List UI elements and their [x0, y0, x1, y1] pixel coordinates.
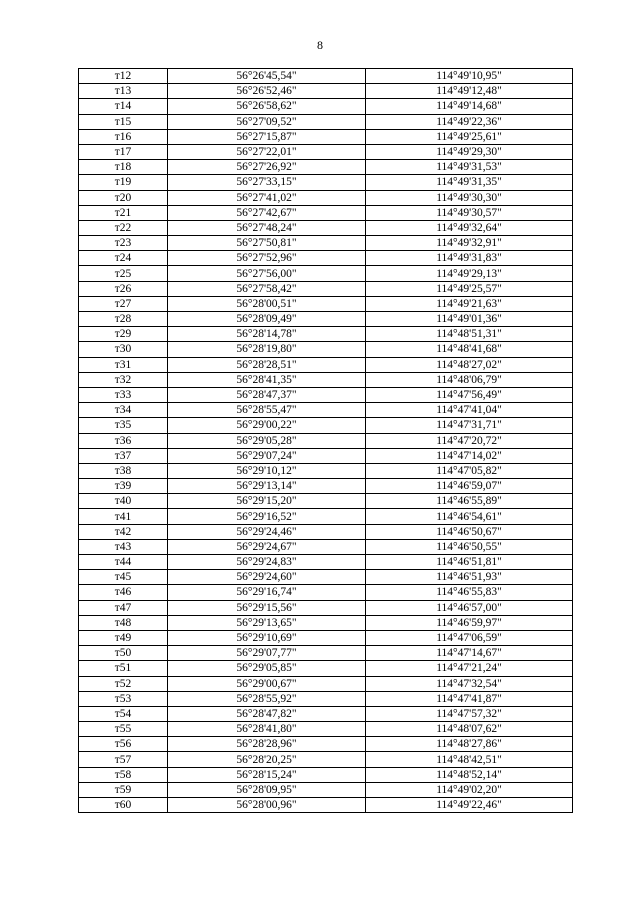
latitude-cell: 56°29'10,69" [168, 630, 366, 645]
latitude-cell: 56°28'00,96" [168, 798, 366, 813]
table-row [79, 403, 573, 418]
point-cell: т28 [79, 312, 168, 327]
latitude-cell: 56°29'24,83" [168, 555, 366, 570]
table-row [79, 722, 573, 737]
point-cell: т53 [79, 691, 168, 706]
longitude-cell: 114°47'06,59" [366, 630, 573, 645]
point-cell: т45 [79, 570, 168, 585]
point-cell: т18 [79, 160, 168, 175]
table-row [79, 691, 573, 706]
table-row [79, 585, 573, 600]
longitude-cell: 114°49'25,61" [366, 129, 573, 144]
longitude-cell: 114°49'32,64" [366, 220, 573, 235]
table-row [79, 327, 573, 342]
latitude-cell: 56°28'00,51" [168, 296, 366, 311]
table-row [79, 144, 573, 159]
table-row [79, 767, 573, 782]
point-cell: т29 [79, 327, 168, 342]
point-cell: т43 [79, 539, 168, 554]
point-cell: т16 [79, 129, 168, 144]
longitude-cell: 114°48'51,31" [366, 327, 573, 342]
point-cell: т27 [79, 296, 168, 311]
point-cell: т50 [79, 646, 168, 661]
latitude-cell: 56°26'52,46" [168, 84, 366, 99]
longitude-cell: 114°46'59,97" [366, 615, 573, 630]
point-cell: т42 [79, 524, 168, 539]
latitude-cell: 56°27'52,96" [168, 251, 366, 266]
longitude-cell: 114°49'02,20" [366, 782, 573, 797]
latitude-cell: 56°29'07,77" [168, 646, 366, 661]
table-row [79, 266, 573, 281]
longitude-cell: 114°49'30,30" [366, 190, 573, 205]
point-cell: т12 [79, 69, 168, 84]
page-number: 8 [317, 38, 323, 52]
longitude-cell: 114°48'07,62" [366, 722, 573, 737]
table-row [79, 372, 573, 387]
longitude-cell: 114°47'20,72" [366, 433, 573, 448]
point-cell: т31 [79, 357, 168, 372]
longitude-cell: 114°49'25,57" [366, 281, 573, 296]
latitude-cell: 56°29'05,28" [168, 433, 366, 448]
latitude-cell: 56°27'22,01" [168, 144, 366, 159]
longitude-cell: 114°47'41,87" [366, 691, 573, 706]
point-cell: т56 [79, 737, 168, 752]
point-cell: т44 [79, 555, 168, 570]
point-cell: т46 [79, 585, 168, 600]
table-row [79, 646, 573, 661]
latitude-cell: 56°26'45,54" [168, 69, 366, 84]
longitude-cell: 114°46'54,61" [366, 509, 573, 524]
table-row [79, 539, 573, 554]
coordinates-table [78, 68, 573, 813]
point-cell: т54 [79, 706, 168, 721]
latitude-cell: 56°28'55,47" [168, 403, 366, 418]
latitude-cell: 56°27'09,52" [168, 114, 366, 129]
point-cell: т24 [79, 251, 168, 266]
longitude-cell: 114°47'05,82" [366, 463, 573, 478]
point-cell: т55 [79, 722, 168, 737]
latitude-cell: 56°29'10,12" [168, 463, 366, 478]
longitude-cell: 114°46'51,81" [366, 555, 573, 570]
point-cell: т60 [79, 798, 168, 813]
point-cell: т20 [79, 190, 168, 205]
longitude-cell: 114°49'30,57" [366, 205, 573, 220]
table-row [79, 661, 573, 676]
latitude-cell: 56°28'09,49" [168, 312, 366, 327]
table-row [79, 479, 573, 494]
point-cell: т47 [79, 600, 168, 615]
latitude-cell: 56°29'00,22" [168, 418, 366, 433]
table-row [79, 418, 573, 433]
latitude-cell: 56°27'56,00" [168, 266, 366, 281]
table-row [79, 114, 573, 129]
longitude-cell: 114°46'50,67" [366, 524, 573, 539]
longitude-cell: 114°49'12,48" [366, 84, 573, 99]
longitude-cell: 114°46'55,83" [366, 585, 573, 600]
longitude-cell: 114°47'31,71" [366, 418, 573, 433]
table-row [79, 99, 573, 114]
point-cell: т21 [79, 205, 168, 220]
point-cell: т34 [79, 403, 168, 418]
latitude-cell: 56°29'13,65" [168, 615, 366, 630]
table-row [79, 296, 573, 311]
latitude-cell: 56°28'47,37" [168, 387, 366, 402]
longitude-cell: 114°47'41,04" [366, 403, 573, 418]
longitude-cell: 114°49'32,91" [366, 236, 573, 251]
table-row [79, 190, 573, 205]
latitude-cell: 56°27'33,15" [168, 175, 366, 190]
latitude-cell: 56°28'28,51" [168, 357, 366, 372]
latitude-cell: 56°27'48,24" [168, 220, 366, 235]
longitude-cell: 114°48'27,86" [366, 737, 573, 752]
table-row [79, 251, 573, 266]
table-row [79, 84, 573, 99]
point-cell: т52 [79, 676, 168, 691]
point-cell: т48 [79, 615, 168, 630]
point-cell: т17 [79, 144, 168, 159]
longitude-cell: 114°47'56,49" [366, 387, 573, 402]
latitude-cell: 56°27'41,02" [168, 190, 366, 205]
table-row [79, 129, 573, 144]
coordinates-table-body [79, 69, 573, 813]
point-cell: т33 [79, 387, 168, 402]
point-cell: т35 [79, 418, 168, 433]
longitude-cell: 114°49'29,30" [366, 144, 573, 159]
point-cell: т49 [79, 630, 168, 645]
point-cell: т22 [79, 220, 168, 235]
point-cell: т32 [79, 372, 168, 387]
longitude-cell: 114°49'31,35" [366, 175, 573, 190]
longitude-cell: 114°46'55,89" [366, 494, 573, 509]
longitude-cell: 114°48'52,14" [366, 767, 573, 782]
latitude-cell: 56°29'15,56" [168, 600, 366, 615]
longitude-cell: 114°47'21,24" [366, 661, 573, 676]
table-row [79, 357, 573, 372]
latitude-cell: 56°29'07,24" [168, 448, 366, 463]
table-row [79, 509, 573, 524]
latitude-cell: 56°29'24,46" [168, 524, 366, 539]
table-row [79, 160, 573, 175]
point-cell: т30 [79, 342, 168, 357]
point-cell: т39 [79, 479, 168, 494]
table-row [79, 630, 573, 645]
longitude-cell: 114°48'41,68" [366, 342, 573, 357]
latitude-cell: 56°28'41,35" [168, 372, 366, 387]
longitude-cell: 114°47'14,67" [366, 646, 573, 661]
table-row [79, 676, 573, 691]
table-row [79, 737, 573, 752]
latitude-cell: 56°29'16,74" [168, 585, 366, 600]
table-row [79, 600, 573, 615]
latitude-cell: 56°26'58,62" [168, 99, 366, 114]
table-row [79, 570, 573, 585]
point-cell: т57 [79, 752, 168, 767]
longitude-cell: 114°49'14,68" [366, 99, 573, 114]
table-row [79, 69, 573, 84]
point-cell: т38 [79, 463, 168, 478]
table-row [79, 433, 573, 448]
latitude-cell: 56°28'55,92" [168, 691, 366, 706]
longitude-cell: 114°48'42,51" [366, 752, 573, 767]
longitude-cell: 114°47'14,02" [366, 448, 573, 463]
table-row [79, 798, 573, 813]
latitude-cell: 56°28'09,95" [168, 782, 366, 797]
table-row [79, 205, 573, 220]
point-cell: т41 [79, 509, 168, 524]
table-row [79, 555, 573, 570]
point-cell: т26 [79, 281, 168, 296]
table-row [79, 342, 573, 357]
latitude-cell: 56°28'20,25" [168, 752, 366, 767]
table-row [79, 494, 573, 509]
table-row [79, 752, 573, 767]
longitude-cell: 114°49'21,63" [366, 296, 573, 311]
point-cell: т36 [79, 433, 168, 448]
point-cell: т40 [79, 494, 168, 509]
longitude-cell: 114°49'22,46" [366, 798, 573, 813]
latitude-cell: 56°27'15,87" [168, 129, 366, 144]
longitude-cell: 114°49'10,95" [366, 69, 573, 84]
table-row [79, 220, 573, 235]
latitude-cell: 56°29'13,14" [168, 479, 366, 494]
table-row [79, 236, 573, 251]
longitude-cell: 114°48'06,79" [366, 372, 573, 387]
longitude-cell: 114°49'31,53" [366, 160, 573, 175]
latitude-cell: 56°29'15,20" [168, 494, 366, 509]
table-row [79, 281, 573, 296]
longitude-cell: 114°46'50,55" [366, 539, 573, 554]
table-row [79, 387, 573, 402]
latitude-cell: 56°28'47,82" [168, 706, 366, 721]
table-row [79, 448, 573, 463]
point-cell: т51 [79, 661, 168, 676]
latitude-cell: 56°29'24,60" [168, 570, 366, 585]
table-row [79, 524, 573, 539]
longitude-cell: 114°46'59,07" [366, 479, 573, 494]
latitude-cell: 56°28'28,96" [168, 737, 366, 752]
longitude-cell: 114°47'32,54" [366, 676, 573, 691]
table-row [79, 615, 573, 630]
point-cell: т13 [79, 84, 168, 99]
latitude-cell: 56°27'26,92" [168, 160, 366, 175]
longitude-cell: 114°46'57,00" [366, 600, 573, 615]
longitude-cell: 114°48'27,02" [366, 357, 573, 372]
point-cell: т23 [79, 236, 168, 251]
point-cell: т14 [79, 99, 168, 114]
point-cell: т37 [79, 448, 168, 463]
longitude-cell: 114°49'31,83" [366, 251, 573, 266]
latitude-cell: 56°27'50,81" [168, 236, 366, 251]
latitude-cell: 56°27'42,67" [168, 205, 366, 220]
table-row [79, 706, 573, 721]
latitude-cell: 56°28'19,80" [168, 342, 366, 357]
table-row [79, 463, 573, 478]
latitude-cell: 56°28'14,78" [168, 327, 366, 342]
latitude-cell: 56°29'24,67" [168, 539, 366, 554]
longitude-cell: 114°46'51,93" [366, 570, 573, 585]
latitude-cell: 56°28'41,80" [168, 722, 366, 737]
latitude-cell: 56°28'15,24" [168, 767, 366, 782]
latitude-cell: 56°27'58,42" [168, 281, 366, 296]
point-cell: т59 [79, 782, 168, 797]
latitude-cell: 56°29'00,67" [168, 676, 366, 691]
table-row [79, 312, 573, 327]
point-cell: т15 [79, 114, 168, 129]
point-cell: т19 [79, 175, 168, 190]
longitude-cell: 114°49'29,13" [366, 266, 573, 281]
longitude-cell: 114°49'01,36" [366, 312, 573, 327]
longitude-cell: 114°49'22,36" [366, 114, 573, 129]
point-cell: т58 [79, 767, 168, 782]
table-row [79, 782, 573, 797]
latitude-cell: 56°29'05,85" [168, 661, 366, 676]
table-row [79, 175, 573, 190]
longitude-cell: 114°47'57,32" [366, 706, 573, 721]
point-cell: т25 [79, 266, 168, 281]
latitude-cell: 56°29'16,52" [168, 509, 366, 524]
